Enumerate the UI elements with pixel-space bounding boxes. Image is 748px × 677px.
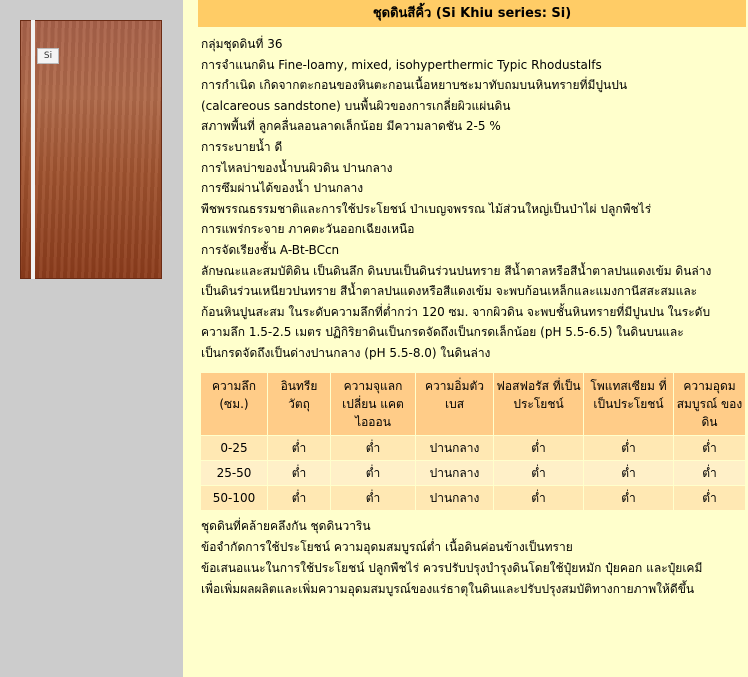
characteristics-line-2: เป็นดินร่วนเหนียวปนทราย สีน้ำตาลปนแดงหรือสีแดงเข้ม จะพบก้อนเหล็กและแมงกานีสสะสมและ — [201, 284, 698, 299]
measuring-tape — [31, 20, 35, 279]
similar-series-line: ชุดดินที่คล้ายคลึงกัน ชุดดินวาริน — [201, 519, 371, 533]
table-header-row — [201, 373, 746, 436]
cell-cec: ต่ำ — [331, 486, 416, 511]
cell-potassium: ต่ำ — [584, 486, 674, 511]
cell-fertility: ต่ำ — [674, 436, 746, 461]
page-title: ชุดดินสีคิ้ว (Si Khiu series: Si) — [198, 0, 746, 27]
cell-organic-matter: ต่ำ — [268, 486, 331, 511]
soil-profile-photo — [20, 20, 162, 279]
cell-organic-matter: ต่ำ — [268, 461, 331, 486]
left-sidebar — [0, 0, 183, 677]
soil-fertility-table — [201, 373, 746, 510]
cell-cec: ต่ำ — [331, 461, 416, 486]
cell-cec: ต่ำ — [331, 436, 416, 461]
cell-base-saturation: ปานกลาง — [416, 436, 494, 461]
limitations-line: ข้อจำกัดการใช้ประโยชน์ ความอุดมสมบูรณ์ต่ำ เนื้อดินค่อนข้างเป็นทราย — [201, 540, 573, 554]
cell-organic-matter: ต่ำ — [268, 436, 331, 461]
runoff-line: การไหลบ่าของน้ำบนผิวดิน ปานกลาง — [201, 160, 393, 175]
header-organic-matter: อินทรีย วัตถุ — [268, 373, 331, 436]
cell-depth: 25-50 — [201, 461, 268, 486]
header-depth: ความลึก (ซม.) — [201, 373, 268, 436]
header-fertility: ความอุดม สมบูรณ์ ของดิน — [674, 373, 746, 436]
header-potassium: โพแทสเซียม ที่เป็นประโยชน์ — [584, 373, 674, 436]
classification-line: การจำแนกดิน Fine-loamy, mixed, isohyperthermic Typic Rhodustalfs — [201, 57, 602, 72]
table-row — [201, 486, 746, 511]
cell-phosphorus: ต่ำ — [494, 436, 584, 461]
series-tag: Si — [37, 48, 59, 64]
cell-depth: 50-100 — [201, 486, 268, 511]
header-cec: ความจุแลก เปลี่ยน แคตไอออน — [331, 373, 416, 436]
horizon-line: การจัดเรียงชั้น A-Bt-BCcn — [201, 242, 340, 257]
header-base-saturation: ความอิ่มตัว เบส — [416, 373, 494, 436]
recommendations — [201, 516, 747, 600]
cell-fertility: ต่ำ — [674, 486, 746, 511]
characteristics-line-1: ลักษณะและสมบัติดิน เป็นดินลึก ดินบนเป็นดินร่วนปนทราย สีน้ำตาลหรือสีน้ำตาลปนแดงเข้ม ดินล่าง — [201, 263, 712, 278]
header-phosphorus: ฟอสฟอรัส ที่เป็นประโยชน์ — [494, 373, 584, 436]
soil-description — [201, 34, 747, 364]
terrain-line: สภาพพื้นที่ ลูกคลื่นลอนลาดเล็กน้อย มีความลาดชัน 2-5 % — [201, 119, 501, 134]
drainage-line: การระบายน้ำ ดี — [201, 139, 283, 154]
cell-depth: 0-25 — [201, 436, 268, 461]
characteristics-line-3: ก้อนหินปูนสะสม ในระดับความลึกที่ต่ำกว่า 120 ซม. จากผิวดิน จะพบชั้นหินทรายที่มีปูนปน ในระดับ — [201, 304, 711, 319]
table-row — [201, 436, 746, 461]
characteristics-line-4: ความลึก 1.5-2.5 เมตร ปฏิกิริยาดินเป็นกรดจัดถึงเป็นกรดเล็กน้อย (pH 5.5-6.5) ในดินบนและ — [201, 325, 684, 340]
cell-potassium: ต่ำ — [584, 436, 674, 461]
soil-group-line: กลุ่มชุดดินที่ 36 — [201, 37, 283, 51]
characteristics-line-5: เป็นกรดจัดถึงเป็นด่างปานกลาง (pH 5.5-8.0) ในดินล่าง — [201, 345, 491, 360]
distribution-line: การแพร่กระจาย ภาคตะวันออกเฉียงเหนือ — [201, 222, 415, 237]
origin-line-2: (calcareous sandstone) บนพื้นผิวของการเกลี่ยผิวแผ่นดิน — [201, 98, 511, 113]
cell-base-saturation: ปานกลาง — [416, 486, 494, 511]
origin-line-1: การกำเนิด เกิดจากตะกอนของหินตะกอนเนื้อหยาบชะมาทับถมบนหินทรายที่มีปูนปน — [201, 78, 628, 93]
cell-potassium: ต่ำ — [584, 461, 674, 486]
vegetation-line: พืชพรรณธรรมชาติและการใช้ประโยชน์ ป่าเบญจพรรณ ไม้ส่วนใหญ่เป็นป่าไผ่ ปลูกพืชไร่ — [201, 201, 652, 216]
table-row — [201, 461, 746, 486]
cell-phosphorus: ต่ำ — [494, 461, 584, 486]
cell-phosphorus: ต่ำ — [494, 486, 584, 511]
cell-base-saturation: ปานกลาง — [416, 461, 494, 486]
suggestion-line-1: ข้อเสนอแนะในการใช้ประโยชน์ ปลูกพืชไร่ ควรปรับปรุงบำรุงดินโดยใช้ปุ๋ยหมัก ปุ๋ยคอก และปุ๋ยเคมี — [201, 561, 703, 575]
permeability-line: การซึมผ่านได้ของน้ำ ปานกลาง — [201, 181, 364, 196]
cell-fertility: ต่ำ — [674, 461, 746, 486]
suggestion-line-2: เพื่อเพิ่มผลผลิตและเพิ่มความอุดมสมบูรณ์ของแร่ธาตุในดินและปรับปรุงสมบัติทางกายภาพให้ดีขึ้น — [201, 582, 695, 596]
